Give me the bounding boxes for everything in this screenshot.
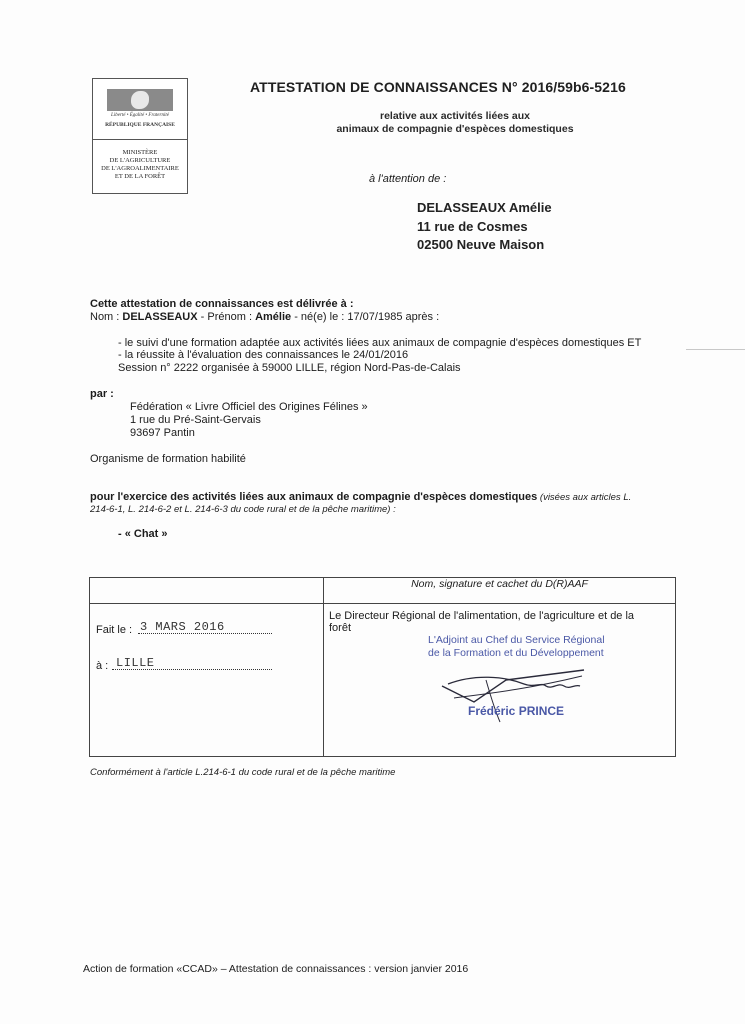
- marianne-emblem: [93, 79, 187, 140]
- par-label: par :: [90, 388, 114, 400]
- a-value: LILLE: [116, 656, 155, 670]
- condition-training: - le suivi d'une formation adaptée aux activités liées aux animaux de compagnie d'espèces domestiques ET: [118, 337, 642, 349]
- org-city: 93697 Pantin: [130, 427, 195, 439]
- ministry-name: MINISTÈRE DE L'AGRICULTURE DE L'AGROALIMENTAIRE ET DE LA FORÊT: [101, 149, 179, 180]
- org-type: Organisme de formation habilité: [90, 453, 246, 465]
- condition-evaluation: - la réussite à l'évaluation des connaissances le 24/01/2016: [118, 349, 409, 361]
- holder-first-name: Amélie: [255, 311, 292, 323]
- document-subtitle: relative aux activités liées aux animaux de compagnie d'espèces domestiques: [336, 110, 574, 135]
- footer-text: Action de formation «CCAD» – Attestation de connaissances : version janvier 2016: [83, 963, 469, 975]
- holder-identity: Nom : DELASSEAUX - Prénom : Amélie - né(e) le : 17/07/1985 après :: [90, 311, 440, 323]
- marianne-icon: [107, 89, 173, 111]
- holder-birth: - né(e) le : 17/07/1985 après :: [291, 311, 440, 323]
- exercise-line-1: pour l'exercice des activités liées aux animaux de compagnie d'espèces domestiques (visées aux articles L.: [90, 491, 632, 503]
- signature-table: [89, 577, 676, 757]
- director-line-1: Le Directeur Régional de l'alimentation, de l'agriculture et de la: [329, 610, 635, 622]
- signature-header: Nom, signature et cachet du D(R)AAF: [324, 578, 676, 604]
- recipient-address: [417, 199, 552, 255]
- attention-label: à l'attention de :: [369, 173, 447, 185]
- director-line-2: forêt: [329, 622, 352, 634]
- legal-note: Conformément à l'article L.214-6-1 du code rural et de la pêche maritime: [90, 767, 396, 778]
- republic-motto: Liberté • Égalité • Fraternité: [111, 113, 169, 118]
- exercise-line-2: 214-6-1, L. 214-6-2 et L. 214-6-3 du code rural et de la pêche maritime) :: [90, 504, 396, 515]
- stamp-line-2: de la Formation et du Développement: [428, 647, 604, 659]
- signatory-name: Frédéric PRINCE: [468, 704, 565, 718]
- ministry-logo: [92, 78, 188, 194]
- fait-le-value: 3 MARS 2016: [140, 620, 225, 634]
- signature-cell: [324, 604, 676, 757]
- a-label: à :: [96, 660, 109, 672]
- session-info: Session n° 2222 organisée à 59000 LILLE, région Nord-Pas-de-Calais: [118, 362, 461, 374]
- org-name: Fédération « Livre Officiel des Origines Félines »: [130, 401, 368, 413]
- place-date-cell: [90, 604, 324, 757]
- fait-le-label: Fait le :: [96, 624, 133, 636]
- recipient-street: 11 rue de Cosmes: [417, 218, 528, 234]
- scan-fold-line: [686, 349, 745, 350]
- species-item: - « Chat »: [118, 528, 168, 540]
- recipient-city: 02500 Neuve Maison: [417, 237, 545, 252]
- republic-name: RÉPUBLIQUE FRANÇAISE: [105, 122, 175, 128]
- holder-last-name: DELASSEAUX: [122, 311, 198, 323]
- table-header-empty: [90, 578, 324, 604]
- stamp-line-1: L'Adjoint au Chef du Service Régional: [428, 634, 605, 646]
- org-street: 1 rue du Pré-Saint-Gervais: [130, 414, 261, 426]
- recipient-name: DELASSEAUX Amélie: [417, 200, 552, 215]
- delivered-heading: Cette attestation de connaissances est délivrée à :: [90, 298, 354, 310]
- document-title: ATTESTATION DE CONNAISSANCES N° 2016/59b6-5216: [250, 79, 626, 95]
